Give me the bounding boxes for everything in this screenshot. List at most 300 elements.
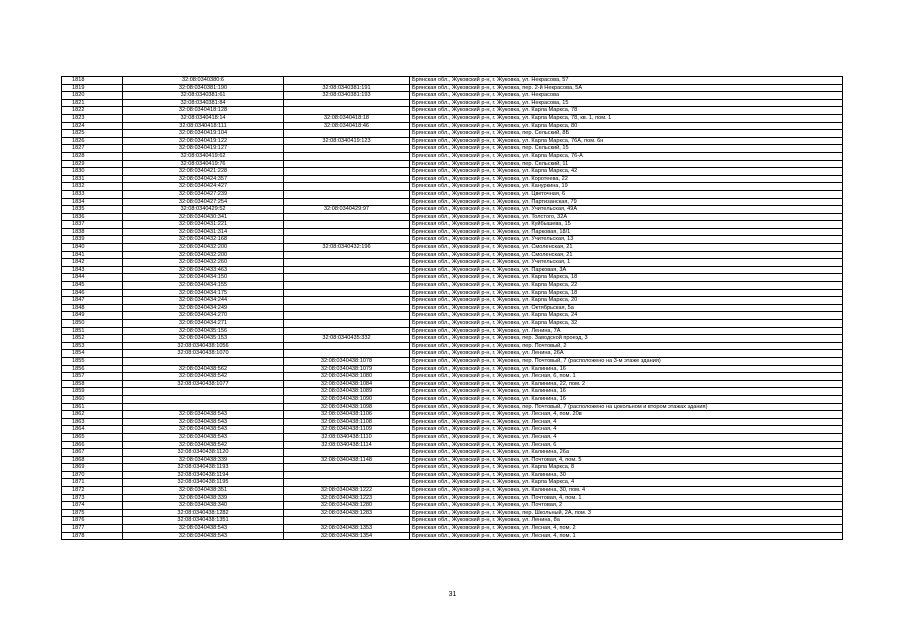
land-cadastral-number-cell: 32:08:0340432:200 [123, 251, 284, 259]
row-number-cell: 1844 [62, 274, 123, 282]
row-number-cell: 1874 [62, 502, 123, 510]
land-cadastral-number-cell: 32:08:0340432:260 [123, 259, 284, 267]
address-cell: Брянская обл., Жуковский р-н, г. Жуковка, ул. Лесная, 4, пом. 2 [410, 525, 843, 533]
address-cell: Брянская обл., Жуковский р-н, г. Жуковка, ул. Карла Маркса, 42 [410, 168, 843, 176]
table-row [62, 84, 843, 92]
building-cadastral-number-cell [284, 221, 410, 229]
row-number-cell: 1820 [62, 92, 123, 100]
land-cadastral-number-cell: 32:08:0340438:1193 [123, 464, 284, 472]
land-cadastral-number-cell: 32:08:0340419:122 [123, 137, 284, 145]
row-number-cell: 1851 [62, 327, 123, 335]
row-number-cell: 1836 [62, 213, 123, 221]
row-number-cell: 1847 [62, 297, 123, 305]
building-cadastral-number-cell: 32:08:0340438:1109 [284, 426, 410, 434]
building-cadastral-number-cell: 32:08:0340438:1222 [284, 487, 410, 495]
building-cadastral-number-cell: 32:08:0340438:1353 [284, 525, 410, 533]
row-number-cell: 1827 [62, 145, 123, 153]
address-cell: Брянская обл., Жуковский р-н, г. Жуковка, ул. Карла Маркса, 32 [410, 320, 843, 328]
table-row [62, 77, 843, 85]
building-cadastral-number-cell: 32:08:0340438:1084 [284, 380, 410, 388]
land-cadastral-number-cell: 32:08:0340431:314 [123, 228, 284, 236]
table-row [62, 297, 843, 305]
building-cadastral-number-cell [284, 320, 410, 328]
table-row [62, 213, 843, 221]
row-number-cell: 1856 [62, 365, 123, 373]
land-cadastral-number-cell: 32:08:0340418:111 [123, 122, 284, 130]
land-cadastral-number-cell: 32:08:0340438:1077 [123, 380, 284, 388]
table-row [62, 130, 843, 138]
table-row [62, 441, 843, 449]
land-cadastral-number-cell: 32:08:0340432:168 [123, 236, 284, 244]
building-cadastral-number-cell: 32:08:0340438:1280 [284, 502, 410, 510]
building-cadastral-number-cell [284, 145, 410, 153]
table-row [62, 449, 843, 457]
land-cadastral-number-cell: 32:08:0340431:221 [123, 221, 284, 229]
address-cell: Брянская обл., Жуковский р-н, г. Жуковка, ул. Лесная, 4, пом. 20в [410, 411, 843, 419]
address-cell: Брянская обл., Жуковский р-н, г. Жуковка, ул. Калинина, 30 [410, 471, 843, 479]
land-cadastral-number-cell: 32:08:0340438:543 [123, 418, 284, 426]
table-row [62, 266, 843, 274]
land-cadastral-number-cell: 32:08:0340438:542 [123, 441, 284, 449]
building-cadastral-number-cell: 32:08:0340438:1080 [284, 373, 410, 381]
table-row [62, 236, 843, 244]
building-cadastral-number-cell [284, 228, 410, 236]
building-cadastral-number-cell: 32:08:0340435:332 [284, 335, 410, 343]
table-row [62, 259, 843, 267]
land-cadastral-number-cell: 32:08:0340438:1056 [123, 342, 284, 350]
land-cadastral-number-cell: 32:08:0340438:543 [123, 532, 284, 540]
row-number-cell: 1852 [62, 335, 123, 343]
row-number-cell: 1863 [62, 418, 123, 426]
table-row [62, 183, 843, 191]
land-cadastral-number-cell: 32:08:0340438:351 [123, 487, 284, 495]
address-cell: Брянская обл., Жуковский р-н, г. Жуковка, ул. Калинина, 16 [410, 365, 843, 373]
address-cell: Брянская обл., Жуковский р-н, г. Жуковка, ул. Некрасова, 57 [410, 77, 843, 85]
table-row [62, 327, 843, 335]
address-cell: Брянская обл., Жуковский р-н, г. Жуковка, пер. Почтовый, 2 [410, 342, 843, 350]
address-cell: Брянская обл., Жуковский р-н, г. Жуковка, пер. Сельский, 11 [410, 160, 843, 168]
land-cadastral-number-cell: 32:08:0340429:52 [123, 206, 284, 214]
address-cell: Брянская обл., Жуковский р-н, г. Жуковка, ул. Карла Маркса, 78, кв. 1, пом. 1 [410, 114, 843, 122]
land-cadastral-number-cell: 32:08:0340433:463 [123, 266, 284, 274]
page-number: 31 [448, 591, 457, 598]
table-row [62, 145, 843, 153]
row-number-cell: 1861 [62, 403, 123, 411]
building-cadastral-number-cell: 32:08:0340438:1090 [284, 395, 410, 403]
row-number-cell: 1822 [62, 107, 123, 115]
land-cadastral-number-cell: 32:08:0340438:543 [123, 433, 284, 441]
row-number-cell: 1850 [62, 320, 123, 328]
building-cadastral-number-cell [284, 168, 410, 176]
building-cadastral-number-cell [284, 350, 410, 358]
table-row [62, 357, 843, 365]
row-number-cell: 1869 [62, 464, 123, 472]
address-cell: Брянская обл., Жуковский р-н, г. Жуковка, ул. Цветочная, 6 [410, 190, 843, 198]
address-cell: Брянская обл., Жуковский р-н, г. Жуковка, пер. Почтовый, 7 (расположено на цокольном и втором этажах здания) [410, 403, 843, 411]
row-number-cell: 1868 [62, 456, 123, 464]
building-cadastral-number-cell [284, 297, 410, 305]
address-cell: Брянская обл., Жуковский р-н, г. Жуковка, ул. Парковая, 18/1 [410, 228, 843, 236]
row-number-cell: 1872 [62, 487, 123, 495]
row-number-cell: 1834 [62, 198, 123, 206]
building-cadastral-number-cell [284, 183, 410, 191]
table-row [62, 350, 843, 358]
building-cadastral-number-cell: 32:08:0340432:196 [284, 244, 410, 252]
land-cadastral-number-cell: 32:08:0340434:270 [123, 312, 284, 320]
address-cell: Брянская обл., Жуковский р-н, г. Жуковка, ул. Ленина, 7А [410, 327, 843, 335]
address-cell: Брянская обл., Жуковский р-н, г. Жуковка, ул. Калинина, 26а [410, 449, 843, 457]
land-cadastral-number-cell [123, 388, 284, 396]
land-cadastral-number-cell: 32:08:0340438:543 [123, 426, 284, 434]
land-cadastral-number-cell: 32:08:0340427:254 [123, 198, 284, 206]
address-cell: Брянская обл., Жуковский р-н, г. Жуковка, ул. Ленина, 26А [410, 350, 843, 358]
building-cadastral-number-cell [284, 471, 410, 479]
building-cadastral-number-cell: 32:08:0340419:123 [284, 137, 410, 145]
land-cadastral-number-cell: 32:08:0340381:61 [123, 92, 284, 100]
land-cadastral-number-cell: 32:08:0340419:104 [123, 130, 284, 138]
land-cadastral-number-cell: 32:08:0340438:339 [123, 494, 284, 502]
row-number-cell: 1829 [62, 160, 123, 168]
row-number-cell: 1871 [62, 479, 123, 487]
table-row [62, 175, 843, 183]
land-cadastral-number-cell: 32:08:0340424:427 [123, 183, 284, 191]
address-cell: Брянская обл., Жуковский р-н, г. Жуковка, ул. Партизанская, 79 [410, 198, 843, 206]
table-row [62, 411, 843, 419]
table-row [62, 525, 843, 533]
land-cadastral-number-cell [123, 357, 284, 365]
land-cadastral-number-cell: 32:08:0340419:62 [123, 152, 284, 160]
land-cadastral-number-cell: 32:08:0340432:200 [123, 244, 284, 252]
row-number-cell: 1826 [62, 137, 123, 145]
table-row [62, 122, 843, 130]
table-row [62, 433, 843, 441]
land-cadastral-number-cell: 32:08:0340434:175 [123, 289, 284, 297]
table-row [62, 517, 843, 525]
land-cadastral-number-cell: 32:08:0340438:543 [123, 411, 284, 419]
row-number-cell: 1819 [62, 84, 123, 92]
address-cell: Брянская обл., Жуковский р-н, г. Жуковка, ул. Карла Маркса, 20 [410, 297, 843, 305]
building-cadastral-number-cell [284, 152, 410, 160]
address-cell: Брянская обл., Жуковский р-н, г. Жуковка, пер. 2-й Некрасова, 5А [410, 84, 843, 92]
building-cadastral-number-cell [284, 289, 410, 297]
building-cadastral-number-cell [284, 342, 410, 350]
land-cadastral-number-cell: 32:08:0340421:228 [123, 168, 284, 176]
address-cell: Брянская обл., Жуковский р-н, г. Жуковка, ул. Калинина, 16 [410, 395, 843, 403]
building-cadastral-number-cell [284, 160, 410, 168]
row-number-cell: 1835 [62, 206, 123, 214]
building-cadastral-number-cell: 32:08:0340438:1223 [284, 494, 410, 502]
row-number-cell: 1837 [62, 221, 123, 229]
address-cell: Брянская обл., Жуковский р-н, г. Жуковка, ул. Карла Маркса, 76-А [410, 152, 843, 160]
row-number-cell: 1839 [62, 236, 123, 244]
address-cell: Брянская обл., Жуковский р-н, г. Жуковка, пер. Школьный, 2А, пом. 3 [410, 509, 843, 517]
address-cell: Брянская обл., Жуковский р-н, г. Жуковка, пер. Сельский, 8Б [410, 130, 843, 138]
land-cadastral-number-cell: 32:08:0340427:239 [123, 190, 284, 198]
address-cell: Брянская обл., Жуковский р-н, г. Жуковка, ул. Учительская, 1 [410, 259, 843, 267]
table-row [62, 312, 843, 320]
address-cell: Брянская обл., Жуковский р-н, г. Жуковка, ул. Калинина, 22, пом. 2 [410, 380, 843, 388]
row-number-cell: 1862 [62, 411, 123, 419]
land-cadastral-number-cell: 32:08:0340434:244 [123, 297, 284, 305]
building-cadastral-number-cell: 32:08:0340438:1110 [284, 433, 410, 441]
land-cadastral-number-cell: 32:08:0340418:14 [123, 114, 284, 122]
address-cell: Брянская обл., Жуковский р-н, г. Жуковка, ул. Лесная, 4 [410, 418, 843, 426]
table-row [62, 426, 843, 434]
table-row [62, 418, 843, 426]
table-row [62, 509, 843, 517]
address-cell: Брянская обл., Жуковский р-н, г. Жуковка, ул. Лесная, 4, пом. 1 [410, 532, 843, 540]
address-cell: Брянская обл., Жуковский р-н, г. Жуковка, ул. Калинина, 16 [410, 388, 843, 396]
address-cell: Брянская обл., Жуковский р-н, г. Жуковка, ул. Карла Маркса, 80 [410, 122, 843, 130]
row-number-cell: 1864 [62, 426, 123, 434]
table-row [62, 502, 843, 510]
address-cell: Брянская обл., Жуковский р-н, г. Жуковка, ул. Лесная, 4 [410, 426, 843, 434]
building-cadastral-number-cell: 32:08:0340438:1114 [284, 441, 410, 449]
table-row [62, 335, 843, 343]
row-number-cell: 1818 [62, 77, 123, 85]
building-cadastral-number-cell [284, 327, 410, 335]
land-cadastral-number-cell: 32:08:0340438:542 [123, 373, 284, 381]
table-row [62, 487, 843, 495]
building-cadastral-number-cell: 32:08:0340429:97 [284, 206, 410, 214]
land-cadastral-number-cell: 32:08:0340419:127 [123, 145, 284, 153]
table-row [62, 464, 843, 472]
land-cadastral-number-cell: 32:08:0340438:339 [123, 456, 284, 464]
land-cadastral-number-cell: 32:08:0340419:76 [123, 160, 284, 168]
row-number-cell: 1849 [62, 312, 123, 320]
table-row [62, 152, 843, 160]
table-row [62, 365, 843, 373]
building-cadastral-number-cell: 32:08:0340381:193 [284, 92, 410, 100]
land-cadastral-number-cell: 32:08:0340434:249 [123, 304, 284, 312]
table-row [62, 456, 843, 464]
row-number-cell: 1828 [62, 152, 123, 160]
building-cadastral-number-cell [284, 304, 410, 312]
table-row [62, 532, 843, 540]
row-number-cell: 1845 [62, 282, 123, 290]
building-cadastral-number-cell: 32:08:0340381:191 [284, 84, 410, 92]
table-body [62, 77, 843, 540]
table-row [62, 274, 843, 282]
table-row [62, 107, 843, 115]
table-row [62, 137, 843, 145]
address-cell: Брянская обл., Жуковский р-н, г. Жуковка, ул. Смоленская, 21 [410, 251, 843, 259]
building-cadastral-number-cell: 32:08:0340438:1106 [284, 411, 410, 419]
table-row [62, 244, 843, 252]
land-cadastral-number-cell [123, 395, 284, 403]
address-cell: Брянская обл., Жуковский р-н, г. Жуковка, ул. Почтовая, 4, пом. 1 [410, 494, 843, 502]
row-number-cell: 1854 [62, 350, 123, 358]
building-cadastral-number-cell: 32:08:0340438:1148 [284, 456, 410, 464]
building-cadastral-number-cell [284, 198, 410, 206]
building-cadastral-number-cell: 32:08:0340438:1079 [284, 365, 410, 373]
table-row [62, 395, 843, 403]
table-row [62, 373, 843, 381]
table-row [62, 494, 843, 502]
row-number-cell: 1838 [62, 228, 123, 236]
row-number-cell: 1859 [62, 388, 123, 396]
land-cadastral-number-cell: 32:08:0340434:155 [123, 282, 284, 290]
row-number-cell: 1843 [62, 266, 123, 274]
table-row [62, 221, 843, 229]
address-cell: Брянская обл., Жуковский р-н, г. Жуковка, пер. Заводской проезд, 3 [410, 335, 843, 343]
row-number-cell: 1848 [62, 304, 123, 312]
land-cadastral-number-cell: 32:08:0340380:6 [123, 77, 284, 85]
land-cadastral-number-cell: 32:08:0340438:1195 [123, 479, 284, 487]
land-cadastral-number-cell: 32:08:0340438:1194 [123, 471, 284, 479]
building-cadastral-number-cell [284, 99, 410, 107]
building-cadastral-number-cell: 32:08:0340438:1078 [284, 357, 410, 365]
table-row [62, 471, 843, 479]
row-number-cell: 1825 [62, 130, 123, 138]
building-cadastral-number-cell: 32:08:0340418:46 [284, 122, 410, 130]
table-row [62, 228, 843, 236]
row-number-cell: 1823 [62, 114, 123, 122]
table-row [62, 282, 843, 290]
address-cell: Брянская обл., Жуковский р-н, г. Жуковка, ул. Октябрьская, 5а [410, 304, 843, 312]
land-cadastral-number-cell: 32:08:0340381:84 [123, 99, 284, 107]
building-cadastral-number-cell [284, 175, 410, 183]
row-number-cell: 1876 [62, 517, 123, 525]
land-cadastral-number-cell: 32:08:0340434:271 [123, 320, 284, 328]
address-cell: Брянская обл., Жуковский р-н, г. Жуковка, ул. Некрасова, 15 [410, 99, 843, 107]
building-cadastral-number-cell [284, 259, 410, 267]
building-cadastral-number-cell [284, 312, 410, 320]
building-cadastral-number-cell [284, 274, 410, 282]
row-number-cell: 1878 [62, 532, 123, 540]
building-cadastral-number-cell [284, 77, 410, 85]
land-cadastral-number-cell: 32:08:0340438:562 [123, 365, 284, 373]
table-row [62, 479, 843, 487]
land-cadastral-number-cell: 32:08:0340438:543 [123, 525, 284, 533]
land-cadastral-number-cell: 32:08:0340381:190 [123, 84, 284, 92]
building-cadastral-number-cell: 32:08:0340438:1108 [284, 418, 410, 426]
address-cell: Брянская обл., Жуковский р-н, г. Жуковка, ул. Карла Маркса, 22 [410, 282, 843, 290]
building-cadastral-number-cell [284, 449, 410, 457]
building-cadastral-number-cell: 32:08:0340438:1098 [284, 403, 410, 411]
address-cell: Брянская обл., Жуковский р-н, г. Жуковка, ул. Некрасова [410, 92, 843, 100]
address-cell: Брянская обл., Жуковский р-н, г. Жуковка, ул. Ленина, 8а [410, 517, 843, 525]
row-number-cell: 1833 [62, 190, 123, 198]
address-cell: Брянская обл., Жуковский р-н, г. Жуковка, ул. Карла Маркса, 18 [410, 274, 843, 282]
row-number-cell: 1824 [62, 122, 123, 130]
building-cadastral-number-cell [284, 251, 410, 259]
row-number-cell: 1841 [62, 251, 123, 259]
address-cell: Брянская обл., Жуковский р-н, г. Жуковка, ул. Карла Маркса, 24 [410, 312, 843, 320]
building-cadastral-number-cell [284, 236, 410, 244]
address-cell: Брянская обл., Жуковский р-н, г. Жуковка, ул. Смоленская, 21 [410, 244, 843, 252]
table-row [62, 289, 843, 297]
building-cadastral-number-cell [284, 479, 410, 487]
address-cell: Брянская обл., Жуковский р-н, г. Жуковка, ул. Почтовая, 2 [410, 502, 843, 510]
table-row [62, 114, 843, 122]
land-cadastral-number-cell: 32:08:0340435:156 [123, 327, 284, 335]
row-number-cell: 1832 [62, 183, 123, 191]
building-cadastral-number-cell [284, 213, 410, 221]
address-cell: Брянская обл., Жуковский р-н, г. Жуковка, пер. Почтовый, 7 (расположено на 3-м этаже здания) [410, 357, 843, 365]
address-cell: Брянская обл., Жуковский р-н, г. Жуковка, ул. Почтовая, 4, пом. 5 [410, 456, 843, 464]
row-number-cell: 1831 [62, 175, 123, 183]
address-cell: Брянская обл., Жуковский р-н, г. Жуковка, ул. Толстого, 32А [410, 213, 843, 221]
building-cadastral-number-cell [284, 130, 410, 138]
row-number-cell: 1875 [62, 509, 123, 517]
row-number-cell: 1867 [62, 449, 123, 457]
table-row [62, 198, 843, 206]
land-cadastral-number-cell: 32:08:0340430:341 [123, 213, 284, 221]
land-cadastral-number-cell: 32:08:0340435:153 [123, 335, 284, 343]
table-row [62, 190, 843, 198]
land-cadastral-number-cell: 32:08:0340424:357 [123, 175, 284, 183]
land-cadastral-number-cell: 32:08:0340438:1070 [123, 350, 284, 358]
address-cell: Брянская обл., Жуковский р-н, г. Жуковка, ул. Парковая, 3А [410, 266, 843, 274]
property-table [61, 76, 843, 540]
row-number-cell: 1840 [62, 244, 123, 252]
land-cadastral-number-cell: 32:08:0340438:1282 [123, 509, 284, 517]
address-cell: Брянская обл., Жуковский р-н, г. Жуковка, ул. Калинина, 30, пом. 4 [410, 487, 843, 495]
table-row [62, 403, 843, 411]
row-number-cell: 1857 [62, 373, 123, 381]
table-row [62, 388, 843, 396]
row-number-cell: 1830 [62, 168, 123, 176]
row-number-cell: 1865 [62, 433, 123, 441]
row-number-cell: 1853 [62, 342, 123, 350]
address-cell: Брянская обл., Жуковский р-н, г. Жуковка, ул. Кануркина, 19 [410, 183, 843, 191]
row-number-cell: 1873 [62, 494, 123, 502]
address-cell: Брянская обл., Жуковский р-н, г. Жуковка, ул. Коротеева, 22 [410, 175, 843, 183]
building-cadastral-number-cell: 32:08:0340438:1283 [284, 509, 410, 517]
table-row [62, 251, 843, 259]
building-cadastral-number-cell [284, 517, 410, 525]
building-cadastral-number-cell [284, 282, 410, 290]
building-cadastral-number-cell [284, 464, 410, 472]
row-number-cell: 1858 [62, 380, 123, 388]
building-cadastral-number-cell [284, 266, 410, 274]
building-cadastral-number-cell [284, 190, 410, 198]
address-cell: Брянская обл., Жуковский р-н, г. Жуковка, ул. Лесная, 6 [410, 441, 843, 449]
table-row [62, 99, 843, 107]
building-cadastral-number-cell: 32:08:0340438:1089 [284, 388, 410, 396]
table-row [62, 380, 843, 388]
row-number-cell: 1866 [62, 441, 123, 449]
table-row [62, 342, 843, 350]
address-cell: Брянская обл., Жуковский р-н, г. Жуковка, ул. Карла Маркса, 78 [410, 107, 843, 115]
building-cadastral-number-cell [284, 107, 410, 115]
address-cell: Брянская обл., Жуковский р-н, г. Жуковка, ул. Лесная, 4 [410, 433, 843, 441]
address-cell: Брянская обл., Жуковский р-н, г. Жуковка, ул. Лесная, 6, пом. 1 [410, 373, 843, 381]
row-number-cell: 1846 [62, 289, 123, 297]
table-row [62, 92, 843, 100]
address-cell: Брянская обл., Жуковский р-н, г. Жуковка, ул. Куйбышева, 15 [410, 221, 843, 229]
row-number-cell: 1842 [62, 259, 123, 267]
row-number-cell: 1821 [62, 99, 123, 107]
building-cadastral-number-cell: 32:08:0340418:18 [284, 114, 410, 122]
land-cadastral-number-cell: 32:08:0340438:1351 [123, 517, 284, 525]
address-cell: Брянская обл., Жуковский р-н, г. Жуковка, ул. Карла Маркса, 18 [410, 289, 843, 297]
address-cell: Брянская обл., Жуковский р-н, г. Жуковка, ул. Карла Маркса, 4 [410, 479, 843, 487]
building-cadastral-number-cell: 32:08:0340438:1354 [284, 532, 410, 540]
address-cell: Брянская обл., Жуковский р-н, г. Жуковка, ул. Карла Маркса, 8 [410, 464, 843, 472]
address-cell: Брянская обл., Жуковский р-н, г. Жуковка, ул. Учительская, 13 [410, 236, 843, 244]
land-cadastral-number-cell [123, 403, 284, 411]
row-number-cell: 1877 [62, 525, 123, 533]
land-cadastral-number-cell: 32:08:0340438:1120 [123, 449, 284, 457]
land-cadastral-number-cell: 32:08:0340434:150 [123, 274, 284, 282]
table-row [62, 304, 843, 312]
table-row [62, 168, 843, 176]
address-cell: Брянская обл., Жуковский р-н, г. Жуковка, ул. Карла Маркса, 76А, пом. 6н [410, 137, 843, 145]
table-row [62, 160, 843, 168]
row-number-cell: 1870 [62, 471, 123, 479]
